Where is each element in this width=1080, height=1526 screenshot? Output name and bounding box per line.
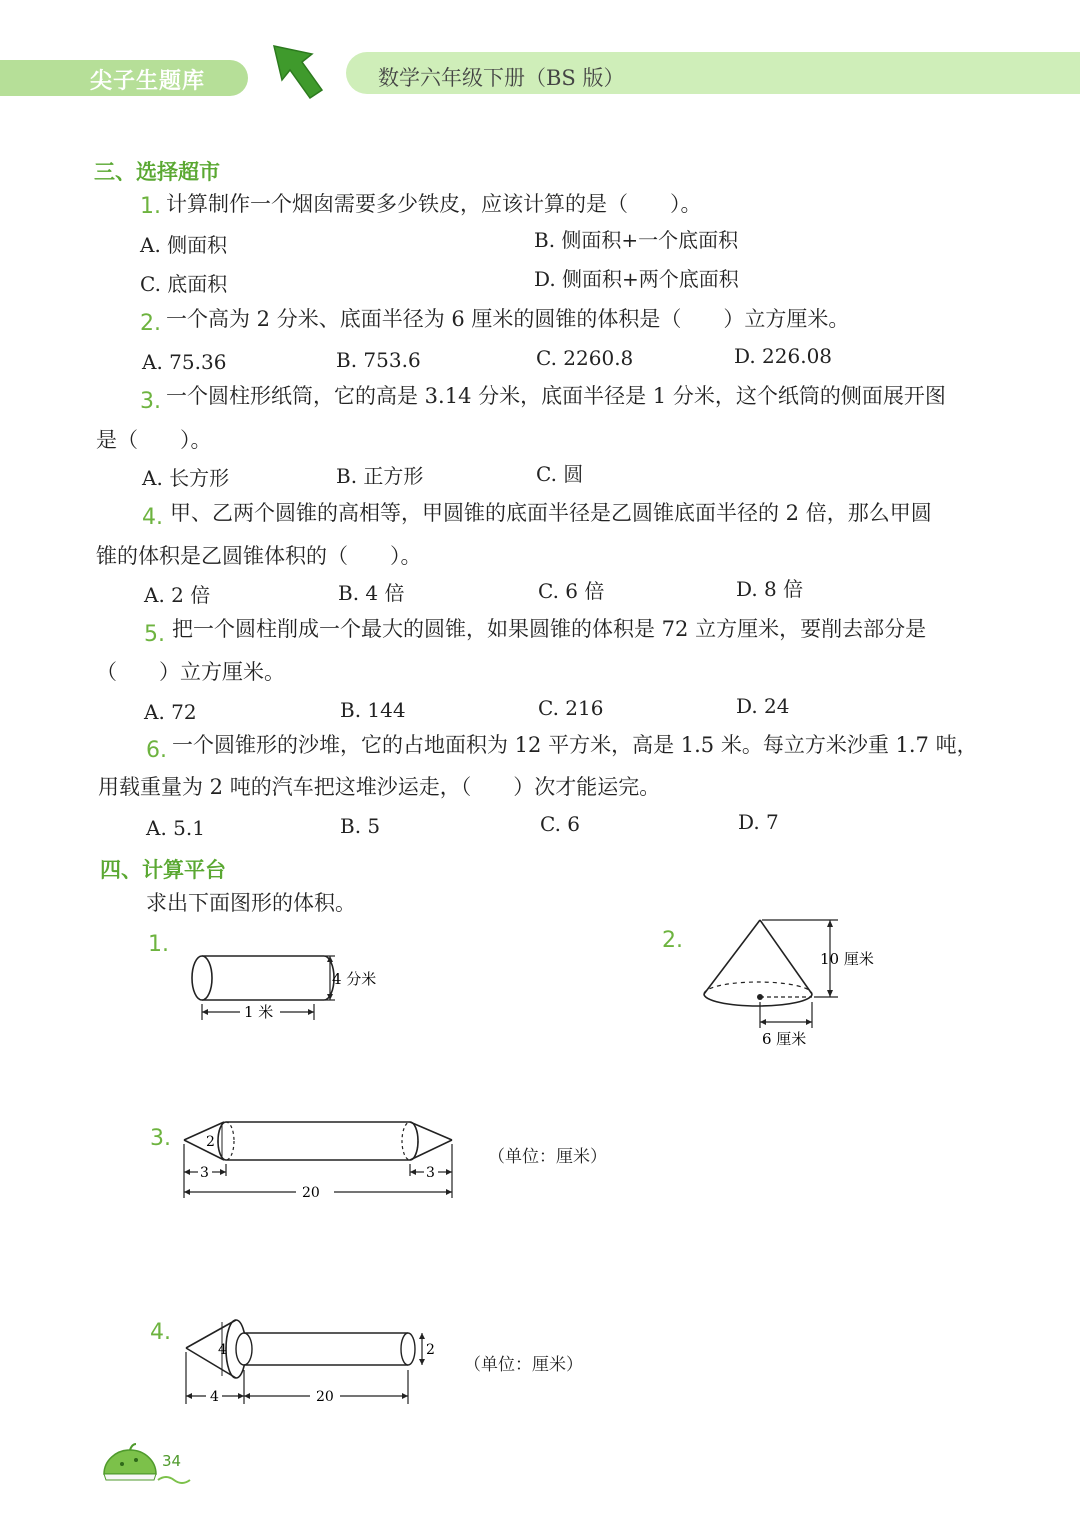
question-number: 5.: [144, 622, 165, 647]
question-text: 一个圆锥形的沙堆，它的占地面积为 12 平方米，高是 1.5 米。每立方米沙重 1.7 吨，: [172, 733, 978, 757]
question-number: 1.: [140, 194, 161, 219]
label-radius: 6 厘米: [762, 1030, 807, 1048]
option-b: B. 正方形: [336, 464, 424, 488]
label-total-length: 20: [302, 1185, 320, 1201]
option-a: A. 72: [144, 700, 197, 724]
option-b: B. 5: [340, 814, 381, 838]
option-c: C. 6: [540, 812, 581, 836]
question-text: 计算制作一个烟囱需要多少铁皮，应该计算的是（ ）。: [166, 192, 702, 216]
figure-number: 3.: [150, 1126, 171, 1151]
figure-number: 2.: [662, 928, 683, 953]
figure-number: 1.: [148, 932, 169, 957]
option-c: C. 216: [538, 696, 604, 720]
label-cyl-length: 20: [316, 1389, 334, 1405]
unit-label: （单位：厘米）: [488, 1147, 607, 1167]
option-a: A. 75.36: [142, 350, 227, 374]
question-text: 甲、乙两个圆锥的高相等，甲圆锥的底面半径是乙圆锥底面半径的 2 倍，那么甲圆: [170, 501, 932, 525]
option-b: B. 侧面积+一个底面积: [534, 228, 739, 252]
option-d: D. 24: [736, 694, 790, 718]
label-right-cone: 3: [426, 1165, 435, 1181]
label-diameter: 4 分米: [332, 970, 377, 988]
page-number: 34: [162, 1452, 182, 1470]
option-d: D. 侧面积+两个底面积: [534, 267, 739, 291]
watermelon-icon: [100, 1440, 196, 1486]
question-number: 3.: [140, 389, 161, 414]
question-text: 把一个圆柱削成一个最大的圆锥，如果圆锥的体积是 72 立方厘米，要削去部分是: [172, 617, 927, 641]
question-number: 2.: [140, 311, 161, 336]
option-d: D. 226.08: [734, 344, 833, 368]
section-title-choice: 三、选择超市: [94, 160, 220, 184]
question-number: 6.: [146, 738, 167, 763]
question-text-continued: （ ）立方厘米。: [96, 660, 285, 684]
figure-cylinder-two-cones: [176, 1110, 466, 1206]
option-d: D. 7: [738, 810, 779, 834]
option-c: C. 2260.8: [536, 346, 634, 370]
question-text: 一个圆柱形纸筒，它的高是 3.14 分米，底面半径是 1 分米，这个纸筒的侧面展开图: [166, 384, 946, 408]
label-cone-length: 4: [210, 1389, 219, 1405]
arrow-icon: [268, 40, 328, 102]
question-number: 4.: [142, 505, 163, 530]
option-a: A. 5.1: [146, 816, 205, 840]
unit-label: （单位：厘米）: [464, 1355, 583, 1375]
header-subject: 数学六年级下册（BS 版）: [378, 66, 625, 90]
figure-cylinder: [180, 940, 400, 1030]
instruction-text: 求出下面图形的体积。: [146, 891, 356, 915]
figure-cone-cylinder: [176, 1310, 456, 1410]
label-left-cone: 3: [200, 1165, 209, 1181]
option-b: B. 753.6: [336, 348, 421, 372]
option-c: C. 6 倍: [538, 579, 605, 603]
option-b: B. 4 倍: [338, 581, 405, 605]
figure-number: 4.: [150, 1320, 171, 1345]
label-cone-diameter: 4: [218, 1342, 227, 1358]
label-diameter: 2: [206, 1134, 215, 1150]
option-c: C. 圆: [536, 462, 584, 486]
label-height: 10 厘米: [820, 950, 874, 968]
question-text: 一个高为 2 分米、底面半径为 6 厘米的圆锥的体积是（ ）立方厘米。: [166, 307, 850, 331]
header-brand: 尖子生题库: [90, 69, 206, 94]
figure-cone: [690, 910, 890, 1050]
label-cyl-diameter: 2: [426, 1342, 435, 1358]
option-d: D. 8 倍: [736, 577, 804, 601]
option-a: A. 侧面积: [140, 233, 228, 257]
option-c: C. 底面积: [140, 272, 228, 296]
option-a: A. 长方形: [142, 466, 230, 490]
option-a: A. 2 倍: [144, 583, 211, 607]
section-title-calc: 四、计算平台: [100, 858, 226, 882]
question-text-continued: 是（ ）。: [96, 428, 212, 452]
question-text-continued: 用载重量为 2 吨的汽车把这堆沙运走，（ ）次才能运完。: [98, 775, 661, 799]
option-b: B. 144: [340, 698, 406, 722]
question-text-continued: 锥的体积是乙圆锥体积的（ ）。: [96, 544, 422, 568]
label-length: 1 米: [244, 1003, 274, 1021]
